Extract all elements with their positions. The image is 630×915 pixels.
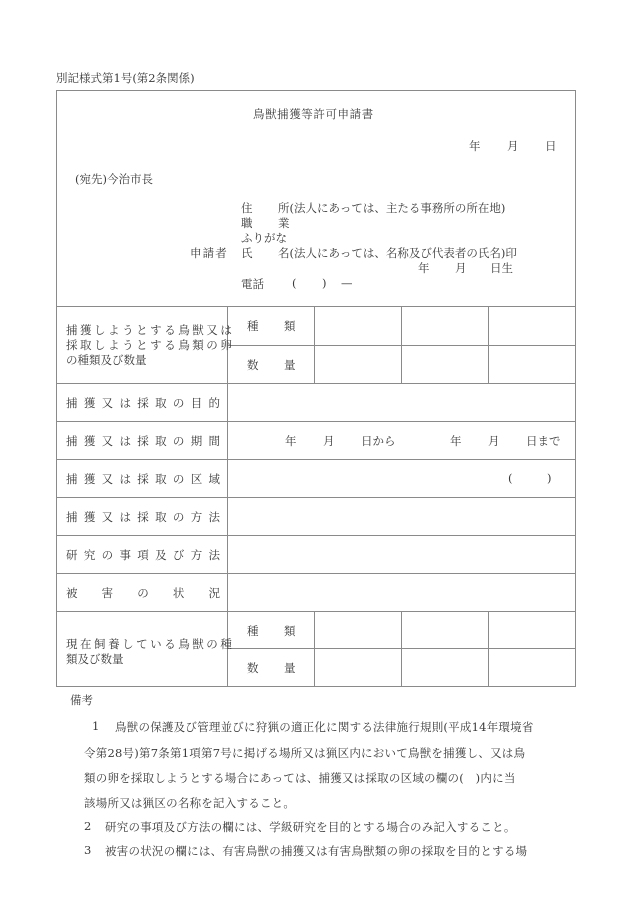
period-to-year: 年 [450, 434, 462, 448]
date-day-label: 日 [545, 139, 557, 153]
kept-kind-field-3[interactable] [489, 612, 574, 647]
label-char: 捕 [66, 472, 78, 486]
species-target-label-1: 捕獲しようとする鳥獣又は [66, 323, 235, 337]
period-from-day: 日から [361, 434, 396, 448]
species-kind-field-2[interactable] [402, 307, 487, 344]
label-char: の [172, 472, 185, 486]
label-char: 捕 [66, 434, 78, 448]
note-number: 1 [92, 719, 100, 733]
research-field[interactable] [228, 536, 574, 572]
table-border-right [575, 90, 576, 686]
phone-label: 電話 [241, 277, 264, 291]
label-char: 又 [101, 472, 114, 486]
notes-heading: 備考 [70, 693, 93, 707]
phone-dash: — [341, 276, 353, 290]
species-kind-field-3[interactable] [489, 307, 574, 344]
phone-paren-close: ) [322, 276, 327, 290]
label-char: 又 [101, 434, 114, 448]
kind-label-a: 種 [247, 319, 259, 333]
form-title: 鳥獣捕獲等許可申請書 [253, 107, 374, 121]
method-label [66, 509, 222, 525]
occupation-label-2: 業 [278, 216, 290, 230]
label-char: 捕 [66, 396, 78, 410]
label-char: 期 [190, 434, 203, 448]
species-qty-field-3[interactable] [489, 346, 574, 382]
current-kept-label-2: 類及び数量 [66, 652, 124, 666]
label-char: 区 [190, 472, 203, 486]
row-divider [56, 459, 576, 460]
label-char: の [101, 548, 114, 562]
birth-year-label: 年 [418, 261, 430, 275]
label-char: 及 [155, 548, 167, 562]
note-line: 研究の事項及び方法の欄には、学級研究を目的とする場合のみ記入すること。 [105, 820, 516, 834]
label-char: 究 [83, 548, 96, 562]
area-paren-open: ( [508, 471, 513, 485]
note-number: 3 [84, 843, 92, 857]
period-to-month: 月 [488, 434, 500, 448]
label-char: 獲 [83, 396, 96, 410]
row-divider [56, 421, 576, 422]
birth-day-label: 日生 [490, 261, 513, 275]
applicant-label: 申請者 [190, 246, 228, 260]
label-char: 況 [208, 586, 220, 600]
area-paren-close: ) [547, 471, 552, 485]
label-char: 採 [137, 434, 149, 448]
label-char: 取 [155, 472, 167, 486]
area-label [66, 471, 222, 487]
date-year-label: 年 [469, 139, 481, 153]
species-kind-field-1[interactable] [315, 307, 400, 344]
col-divider [227, 306, 228, 686]
label-char: の [172, 434, 185, 448]
kind-label-a: 種 [247, 624, 259, 638]
period-to-day: 日まで [526, 434, 561, 448]
label-char: の [172, 510, 185, 524]
damage-label [66, 585, 222, 601]
label-char: 法 [208, 548, 220, 562]
kept-qty-field-2[interactable] [402, 649, 487, 685]
species-qty-field-1[interactable] [315, 346, 400, 382]
period-from-year: 年 [285, 434, 297, 448]
quantity-label-a: 数 [247, 661, 259, 675]
address-label: 住 [241, 201, 253, 215]
label-char: は [119, 434, 131, 448]
label-char: の [137, 586, 149, 600]
kept-kind-field-2[interactable] [402, 612, 487, 647]
label-char: 的 [208, 396, 220, 410]
label-char: は [119, 472, 131, 486]
label-char: 項 [137, 548, 149, 562]
label-char: 捕 [66, 510, 78, 524]
table-border-left [56, 90, 57, 686]
name-label-note: 名(法人にあっては、名称及び代表者の氏名)印 [278, 246, 517, 260]
label-char: 採 [137, 396, 149, 410]
research-label [66, 547, 222, 563]
label-char: 事 [119, 548, 131, 562]
kept-qty-field-1[interactable] [315, 649, 400, 685]
name-label: 氏 [241, 246, 253, 260]
label-char: 研 [66, 548, 78, 562]
quantity-label-a: 数 [247, 358, 259, 372]
label-char: 獲 [83, 510, 96, 524]
furigana-label: ふりがな [241, 231, 287, 245]
label-char: 獲 [83, 472, 96, 486]
label-char: 害 [101, 586, 114, 600]
note-line: 類の卵を採取しようとする場合にあっては、捕獲又は採取の区域の欄の( )内に当 [84, 771, 516, 785]
label-char: び [172, 548, 185, 562]
method-field[interactable] [228, 498, 574, 534]
phone-paren-open: ( [292, 276, 297, 290]
label-char: 域 [208, 472, 220, 486]
table-border-bottom [56, 686, 576, 687]
label-char: 状 [172, 586, 185, 600]
label-char: 又 [101, 396, 114, 410]
label-char: は [119, 510, 131, 524]
label-char: 法 [208, 510, 220, 524]
note-line: 鳥獣の保護及び管理並びに狩猟の適正化に関する法律施行規則(平成14年環境省 [115, 720, 534, 734]
label-char: 間 [208, 434, 220, 448]
label-char: 取 [155, 510, 167, 524]
label-char: 目 [190, 396, 203, 410]
kind-label-b: 類 [284, 624, 296, 638]
note-line: 該場所又は猟区の名称を記入すること。 [84, 796, 296, 810]
label-char: 又 [101, 510, 114, 524]
label-char: は [119, 396, 131, 410]
addressee: (宛先)今治市長 [75, 172, 153, 186]
label-char: 採 [137, 510, 149, 524]
address-label-note: 所(法人にあっては、主たる事務所の所在地) [278, 201, 506, 215]
birth-month-label: 月 [455, 261, 467, 275]
label-char: 取 [155, 434, 167, 448]
note-line: 被害の状況の欄には、有害鳥獣の捕獲又は有害鳥獣類の卵の採取を目的とする場 [105, 844, 528, 858]
period-label [66, 433, 222, 449]
label-char: 獲 [83, 434, 96, 448]
table-border-top [56, 90, 576, 91]
species-target-label-2: 採取しようとする鳥類の卵 [66, 338, 235, 352]
label-char: 被 [66, 586, 78, 600]
current-kept-label-1: 現在飼養している鳥獣の種 [66, 637, 235, 651]
period-from-month: 月 [323, 434, 335, 448]
label-char: の [172, 396, 185, 410]
form-identifier: 別記様式第1号(第2条関係) [56, 71, 195, 85]
label-char: 採 [137, 472, 149, 486]
quantity-label-b: 量 [284, 661, 296, 675]
species-qty-field-2[interactable] [402, 346, 487, 382]
label-char: 方 [190, 510, 203, 524]
purpose-label [66, 395, 222, 411]
species-target-label-3: の種類及び数量 [66, 353, 147, 367]
kind-label-b: 類 [284, 319, 296, 333]
label-char: 方 [190, 548, 203, 562]
label-char: 取 [155, 396, 167, 410]
purpose-field[interactable] [228, 384, 574, 420]
note-number: 2 [84, 819, 92, 833]
occupation-label: 職 [241, 216, 253, 230]
kept-qty-field-3[interactable] [489, 649, 574, 685]
date-month-label: 月 [507, 139, 519, 153]
note-line: 令第28号)第7条第1項第7号に掲げる場所又は猟区内において鳥獣を捕獲し、又は鳥 [84, 746, 526, 760]
damage-field[interactable] [228, 574, 574, 610]
kept-kind-field-1[interactable] [315, 612, 400, 647]
quantity-label-b: 量 [284, 358, 296, 372]
